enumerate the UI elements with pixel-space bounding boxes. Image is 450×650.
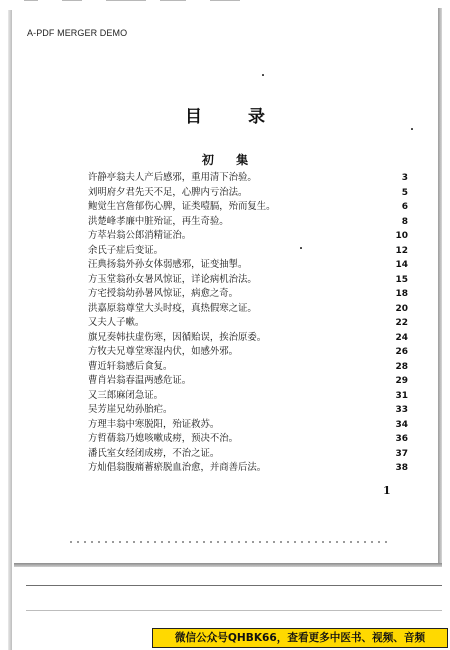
toc-entry-page: 5: [401, 187, 408, 198]
toc-entry-text: 吴芳崖兄幼孙胎疟。: [88, 404, 173, 415]
stray-mark: 1: [383, 484, 391, 497]
next-page-edge: [26, 585, 442, 586]
toc-entry: [88, 389, 408, 404]
toc-entry-page: 12: [395, 245, 408, 256]
toc-entry: [88, 432, 408, 447]
toc-entry-page: 26: [395, 347, 408, 357]
toc-entry: [88, 302, 408, 317]
scan-speck: [411, 128, 413, 130]
toc-entry: [88, 273, 408, 288]
toc-entry: [88, 360, 408, 375]
toc-entry-text: 曹肖岩翁春温两感危证。: [88, 375, 192, 386]
toc-entry-text: 余氏子症后变证。: [88, 244, 164, 256]
toc-entry-page: 8: [401, 216, 408, 227]
page-shadow: [438, 8, 442, 566]
toc-entry-text: 潘氏室女经闭成痨，不治之证。: [88, 447, 220, 459]
toc-entry: [88, 258, 408, 273]
top-rule: [160, 0, 186, 1]
toc-entry-text: 汪典扬翁外孙女体弱感邪，证变抽掣。: [88, 259, 248, 270]
page-title: 目 录: [185, 107, 285, 127]
toc-entry-text: 方宅授翁幼孙暑风惊证，病愈之奇。: [88, 288, 239, 299]
toc-entry: [88, 447, 408, 462]
toc-entry: [88, 244, 408, 259]
toc-entry-page: 37: [395, 448, 408, 459]
toc-entry: [88, 331, 408, 346]
toc-entry-text: 方牧夫兄尊堂寒湿内伏，如感外邪。: [88, 346, 239, 357]
toc-entry-page: 34: [395, 419, 408, 430]
toc-entry: [88, 418, 408, 433]
toc-entry-text: 洪嘉原翁尊堂大头时疫，真热假寒之证。: [88, 302, 257, 314]
toc-entry-text: 又夫人子嗽。: [88, 317, 145, 328]
toc-entry-text: 方萃岩翁公郎消精证治。: [88, 230, 192, 241]
table-of-contents: [88, 171, 408, 476]
top-rule: [62, 0, 82, 1]
toc-entry-page: 38: [395, 463, 408, 473]
top-rule: [210, 0, 240, 1]
page-shadow: [14, 563, 442, 567]
toc-entry: [88, 215, 408, 230]
toc-entry-page: 3: [401, 173, 408, 183]
toc-entry-page: 36: [395, 434, 408, 444]
toc-entry-text: 又三郎麻闭急证。: [88, 389, 164, 401]
toc-entry-page: 15: [395, 274, 408, 285]
toc-entry: [88, 171, 408, 186]
toc-entry-text: 方哲蒨翁乃媳咳嗽成痨，预决不治。: [88, 433, 239, 444]
toc-entry: [88, 403, 408, 418]
toc-entry: [88, 229, 408, 244]
toc-entry-page: 29: [395, 376, 408, 386]
toc-entry: [88, 316, 408, 331]
toc-entry-text: 方理丰翁中寒脱阳，殆证救苏。: [88, 418, 220, 430]
toc-entry-text: 旗兄奏韩扶虚伤寒，因循贻误，挨治原委。: [88, 331, 267, 343]
toc-entry: [88, 374, 408, 389]
toc-entry: [88, 200, 408, 215]
toc-entry-text: 洪楚峰孝廉中脏殆证，再生奇验。: [88, 215, 229, 227]
top-rule: [24, 0, 38, 1]
toc-entry-page: 33: [395, 405, 408, 415]
scan-speck: [300, 247, 302, 249]
toc-entry-page: 6: [401, 202, 408, 212]
toc-entry-page: 31: [395, 390, 408, 401]
next-page-rule: [26, 610, 442, 611]
top-rule: [106, 0, 146, 1]
scan-speck: [262, 74, 264, 76]
toc-entry-page: 14: [395, 260, 408, 270]
toc-entry-text: 许静亭翁夫人产后感邪，重用清下治验。: [88, 172, 257, 183]
scan-dots: [70, 541, 390, 543]
toc-entry-text: 刘明府夕君先天不足，心脾内亏治法。: [88, 186, 248, 198]
toc-entry: [88, 186, 408, 201]
toc-entry-page: 10: [395, 231, 408, 241]
toc-entry-text: 方玉堂翁孙女暑风惊证，详论病机治法。: [88, 273, 257, 285]
toc-entry-page: 24: [395, 332, 408, 343]
toc-entry: [88, 461, 408, 476]
toc-entry: [88, 345, 408, 360]
section-heading: 初 集: [201, 153, 258, 167]
toc-entry: [88, 287, 408, 302]
watermark-label: A-PDF MERGER DEMO: [27, 28, 128, 38]
toc-entry-text: 鲍觉生宫詹郁伤心脾，证类噎膈，殆而复生。: [88, 201, 276, 212]
toc-entry-text: 曹近轩翁感后食复。: [88, 360, 173, 372]
toc-entry-page: 28: [395, 361, 408, 372]
toc-entry-text: 方灿倡翁腹痛蓄瘀脱血治愈，并商善后法。: [88, 462, 267, 473]
toc-entry-page: 20: [395, 303, 408, 314]
toc-entry-page: 18: [395, 289, 408, 299]
promo-banner: 微信公众号QHBK66，查看更多中医书、视频、音频: [152, 628, 448, 648]
toc-entry-page: 22: [395, 318, 408, 328]
